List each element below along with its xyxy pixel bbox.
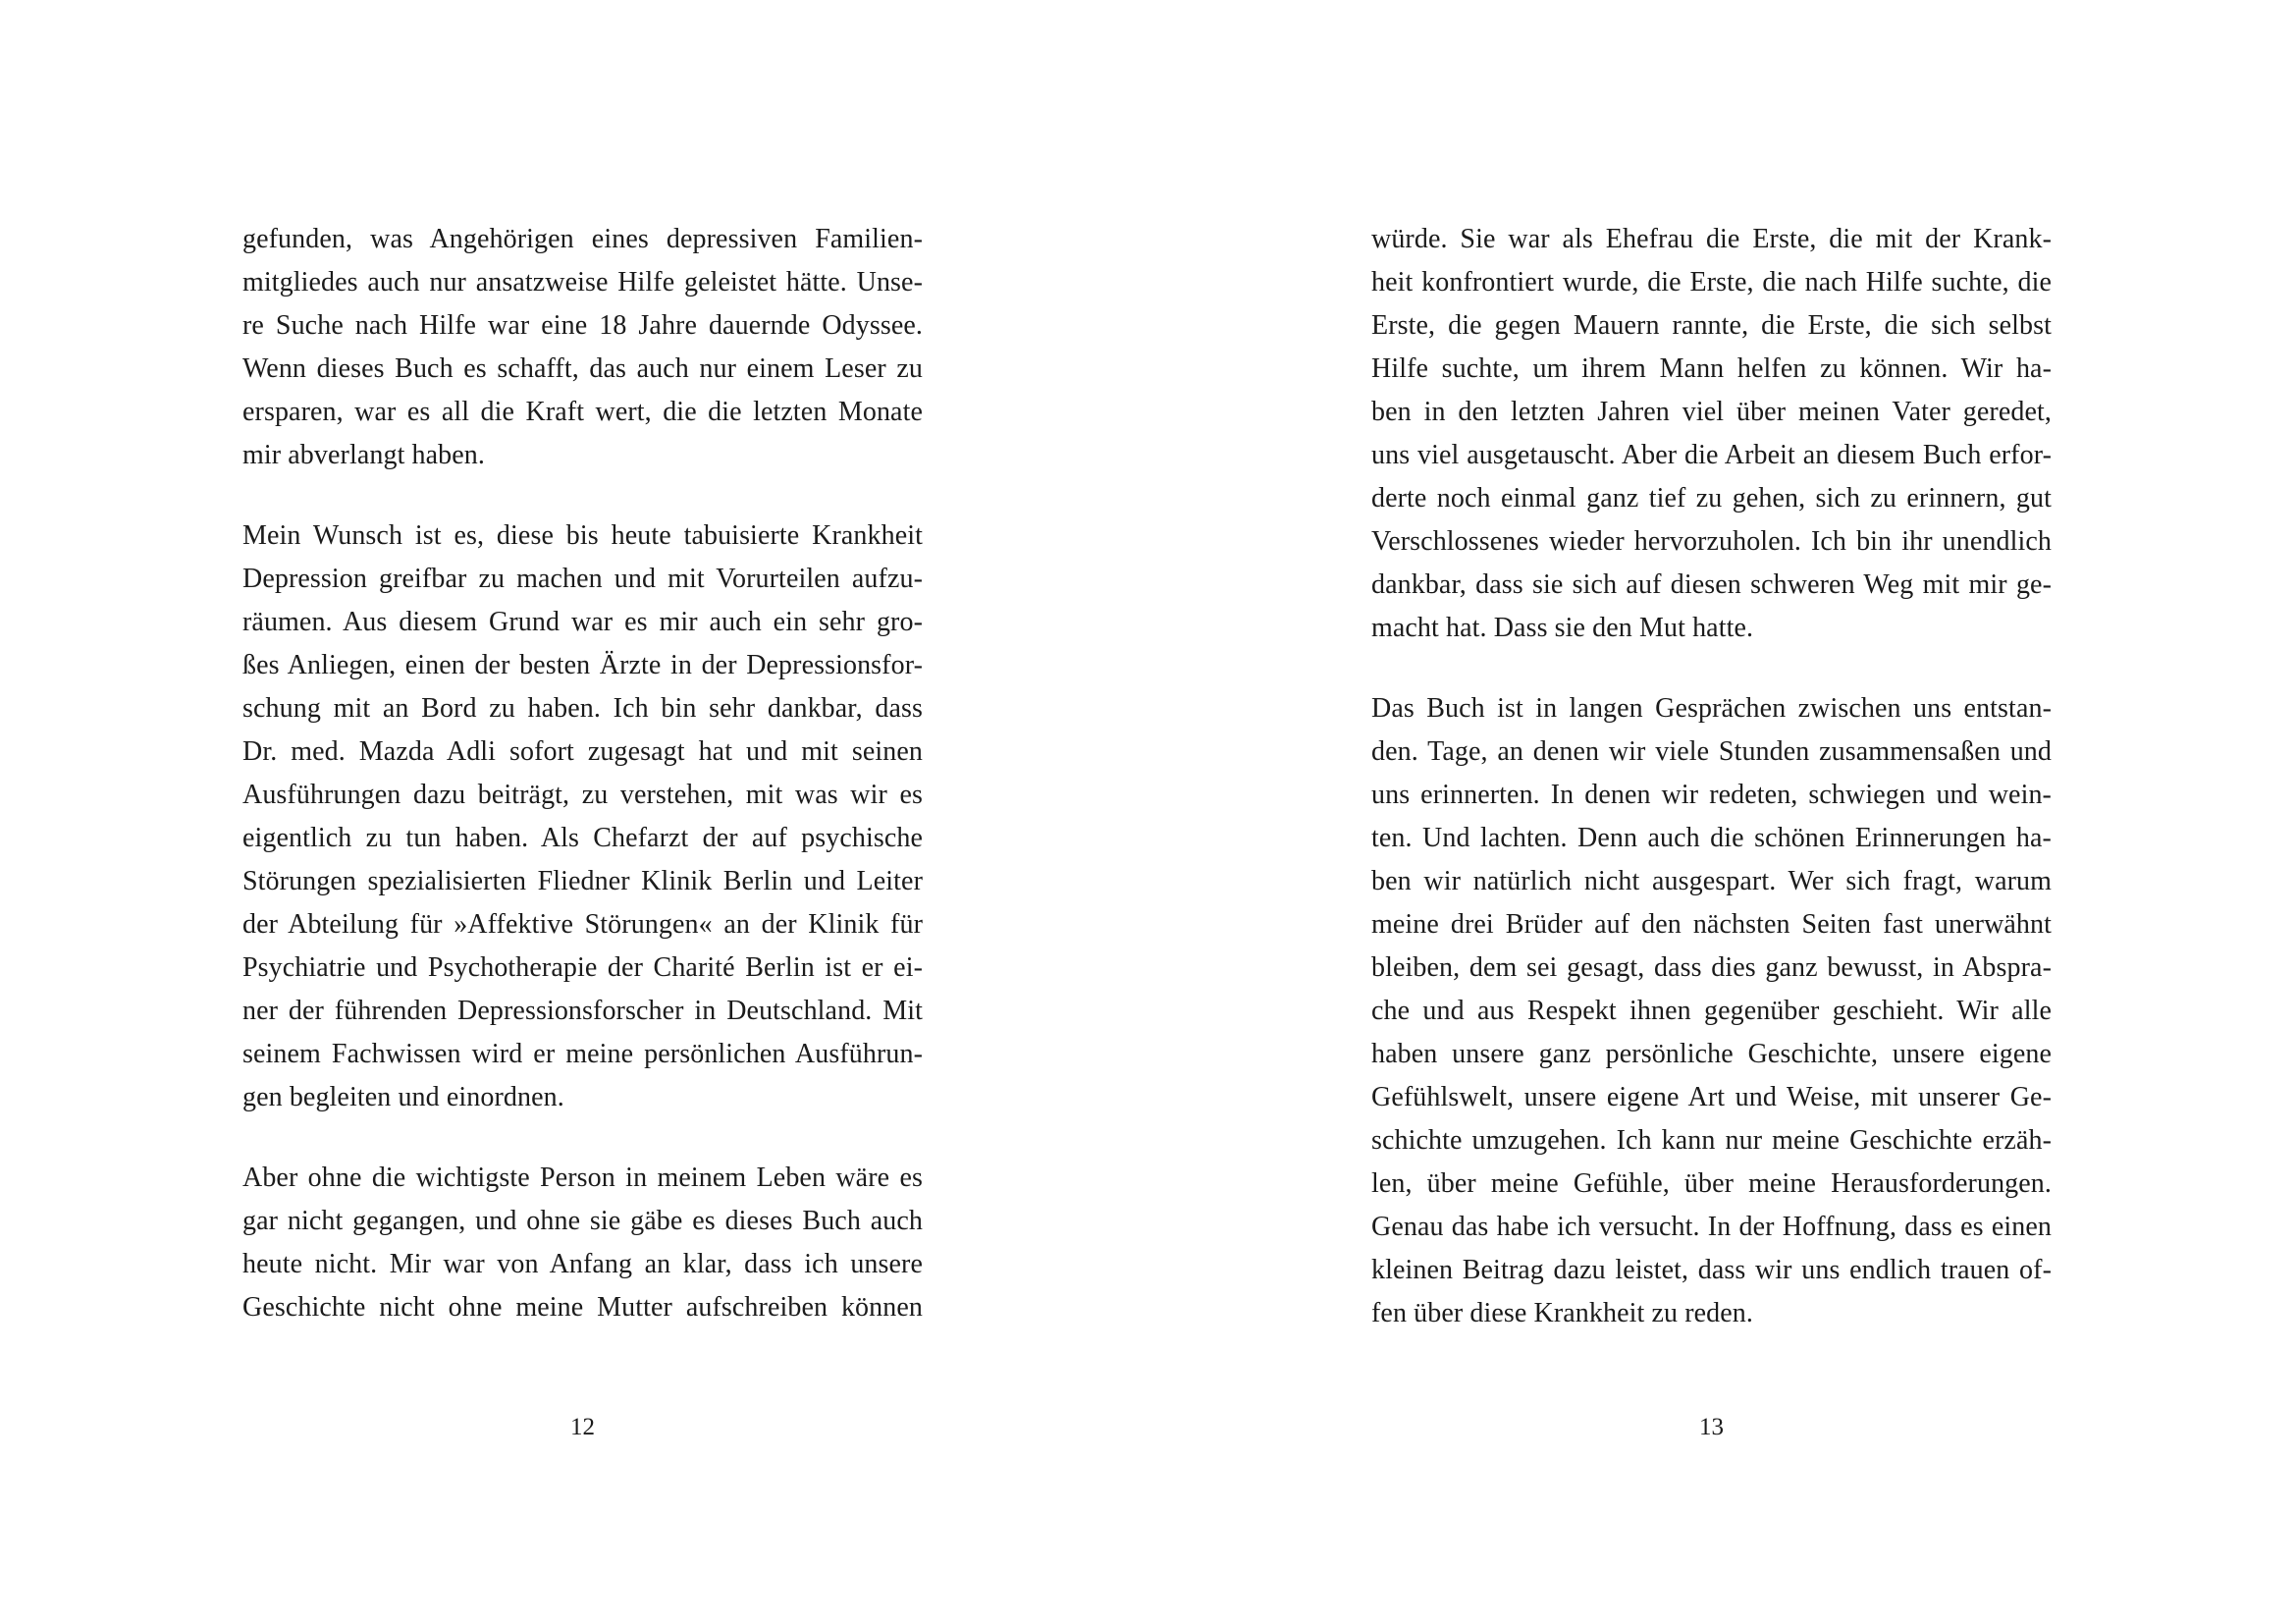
text-line: Das Buch ist in langen Gesprächen zwischen uns entstan- xyxy=(1371,693,2052,724)
text-line: heute nicht. Mir war von Anfang an klar, dass ich unsere xyxy=(242,1249,923,1279)
text-line: ßes Anliegen, einen der besten Ärzte in der Depressionsfor- xyxy=(242,650,923,680)
text-line: gefunden, was Angehörigen eines depressiven Familien- xyxy=(242,224,923,254)
paragraph xyxy=(242,218,923,477)
text-line: Störungen spezialisierten Fliedner Klinik Berlin und Leiter xyxy=(242,866,923,896)
text-line: Wenn dieses Buch es schafft, das auch nur einem Leser zu xyxy=(242,353,923,384)
page-number-right: 13 xyxy=(1699,1414,1724,1440)
text-line: Ausführungen dazu beiträgt, zu verstehen, mit was wir es xyxy=(242,780,923,810)
paragraph xyxy=(242,514,923,1119)
text-line: seinem Fachwissen wird er meine persönlichen Ausführun- xyxy=(242,1039,923,1069)
text-line: dankbar, dass sie sich auf diesen schweren Weg mit mir ge- xyxy=(1371,569,2052,600)
text-line: fen über diese Krankheit zu reden. xyxy=(1371,1298,1754,1328)
text-line: Dr. med. Mazda Adli sofort zugesagt hat und mit seinen xyxy=(242,736,923,767)
text-line: macht hat. Dass sie den Mut hatte. xyxy=(1371,613,1754,643)
text-line: Erste, die gegen Mauern rannte, die Erste, die sich selbst xyxy=(1371,310,2052,341)
text-line: uns erinnerten. In denen wir redeten, schwiegen und wein- xyxy=(1371,780,2052,810)
book-page-left-text xyxy=(242,218,923,1329)
text-line: haben unsere ganz persönliche Geschichte, unsere eigene xyxy=(1371,1039,2052,1069)
text-line: Genau das habe ich versucht. In der Hoffnung, dass es einen xyxy=(1371,1212,2052,1242)
text-line: gen begleiten und einordnen. xyxy=(242,1082,564,1112)
page-number-left: 12 xyxy=(570,1414,595,1440)
text-line: Gefühlswelt, unsere eigene Art und Weise, mit unserer Ge- xyxy=(1371,1082,2052,1112)
text-line: kleinen Beitrag dazu leistet, dass wir uns endlich trauen of- xyxy=(1371,1255,2052,1285)
text-line: ben in den letzten Jahren viel über meinen Vater geredet, xyxy=(1371,397,2052,427)
text-line: derte noch einmal ganz tief zu gehen, sich zu erinnern, gut xyxy=(1371,483,2052,514)
text-line: würde. Sie war als Ehefrau die Erste, die mit der Krank- xyxy=(1371,224,2052,254)
text-line: mir abverlangt haben. xyxy=(242,440,486,470)
text-line: mitgliedes auch nur ansatzweise Hilfe geleistet hätte. Unse- xyxy=(242,267,923,298)
text-line: Mein Wunsch ist es, diese bis heute tabuisierte Krankheit xyxy=(242,520,923,551)
paragraph xyxy=(1371,687,2052,1335)
text-line: den. Tage, an denen wir viele Stunden zusammensaßen und xyxy=(1371,736,2052,767)
text-line: bleiben, dem sei gesagt, dass dies ganz bewusst, in Abspra- xyxy=(1371,952,2052,983)
text-line: uns viel ausgetauscht. Aber die Arbeit an diesem Buch erfor- xyxy=(1371,440,2052,470)
text-line: Aber ohne die wichtigste Person in meinem Leben wäre es xyxy=(242,1163,923,1193)
text-line: Psychiatrie und Psychotherapie der Charité Berlin ist er ei- xyxy=(242,952,923,983)
text-line: ben wir natürlich nicht ausgespart. Wer sich fragt, warum xyxy=(1371,866,2052,896)
text-line: heit konfrontiert wurde, die Erste, die nach Hilfe suchte, die xyxy=(1371,267,2052,298)
text-line: Geschichte nicht ohne meine Mutter aufschreiben können xyxy=(242,1292,923,1323)
text-line: schung mit an Bord zu haben. Ich bin sehr dankbar, dass xyxy=(242,693,923,724)
text-line: meine drei Brüder auf den nächsten Seiten fast unerwähnt xyxy=(1371,909,2052,940)
text-line: Depression greifbar zu machen und mit Vorurteilen aufzu- xyxy=(242,564,923,594)
text-line: re Suche nach Hilfe war eine 18 Jahre dauernde Odyssee. xyxy=(242,310,923,341)
text-line: gar nicht gegangen, und ohne sie gäbe es dieses Buch auch xyxy=(242,1206,923,1236)
text-line: ner der führenden Depressionsforscher in Deutschland. Mit xyxy=(242,996,923,1026)
text-line: räumen. Aus diesem Grund war es mir auch ein sehr gro- xyxy=(242,607,923,637)
text-line: ten. Und lachten. Denn auch die schönen Erinnerungen ha- xyxy=(1371,823,2052,853)
text-line: schichte umzugehen. Ich kann nur meine Geschichte erzäh- xyxy=(1371,1125,2052,1156)
text-line: len, über meine Gefühle, über meine Herausforderungen. xyxy=(1371,1168,2052,1199)
paragraph xyxy=(242,1157,923,1329)
text-line: che und aus Respekt ihnen gegenüber geschieht. Wir alle xyxy=(1371,996,2052,1026)
paragraph xyxy=(1371,218,2052,650)
text-line: Verschlossenes wieder hervorzuholen. Ich bin ihr unendlich xyxy=(1371,526,2052,557)
text-line: Hilfe suchte, um ihrem Mann helfen zu können. Wir ha- xyxy=(1371,353,2052,384)
book-page-right-text xyxy=(1371,218,2052,1335)
text-line: ersparen, war es all die Kraft wert, die die letzten Monate xyxy=(242,397,923,427)
text-line: der Abteilung für »Affektive Störungen« an der Klinik für xyxy=(242,909,923,940)
text-line: eigentlich zu tun haben. Als Chefarzt der auf psychische xyxy=(242,823,923,853)
